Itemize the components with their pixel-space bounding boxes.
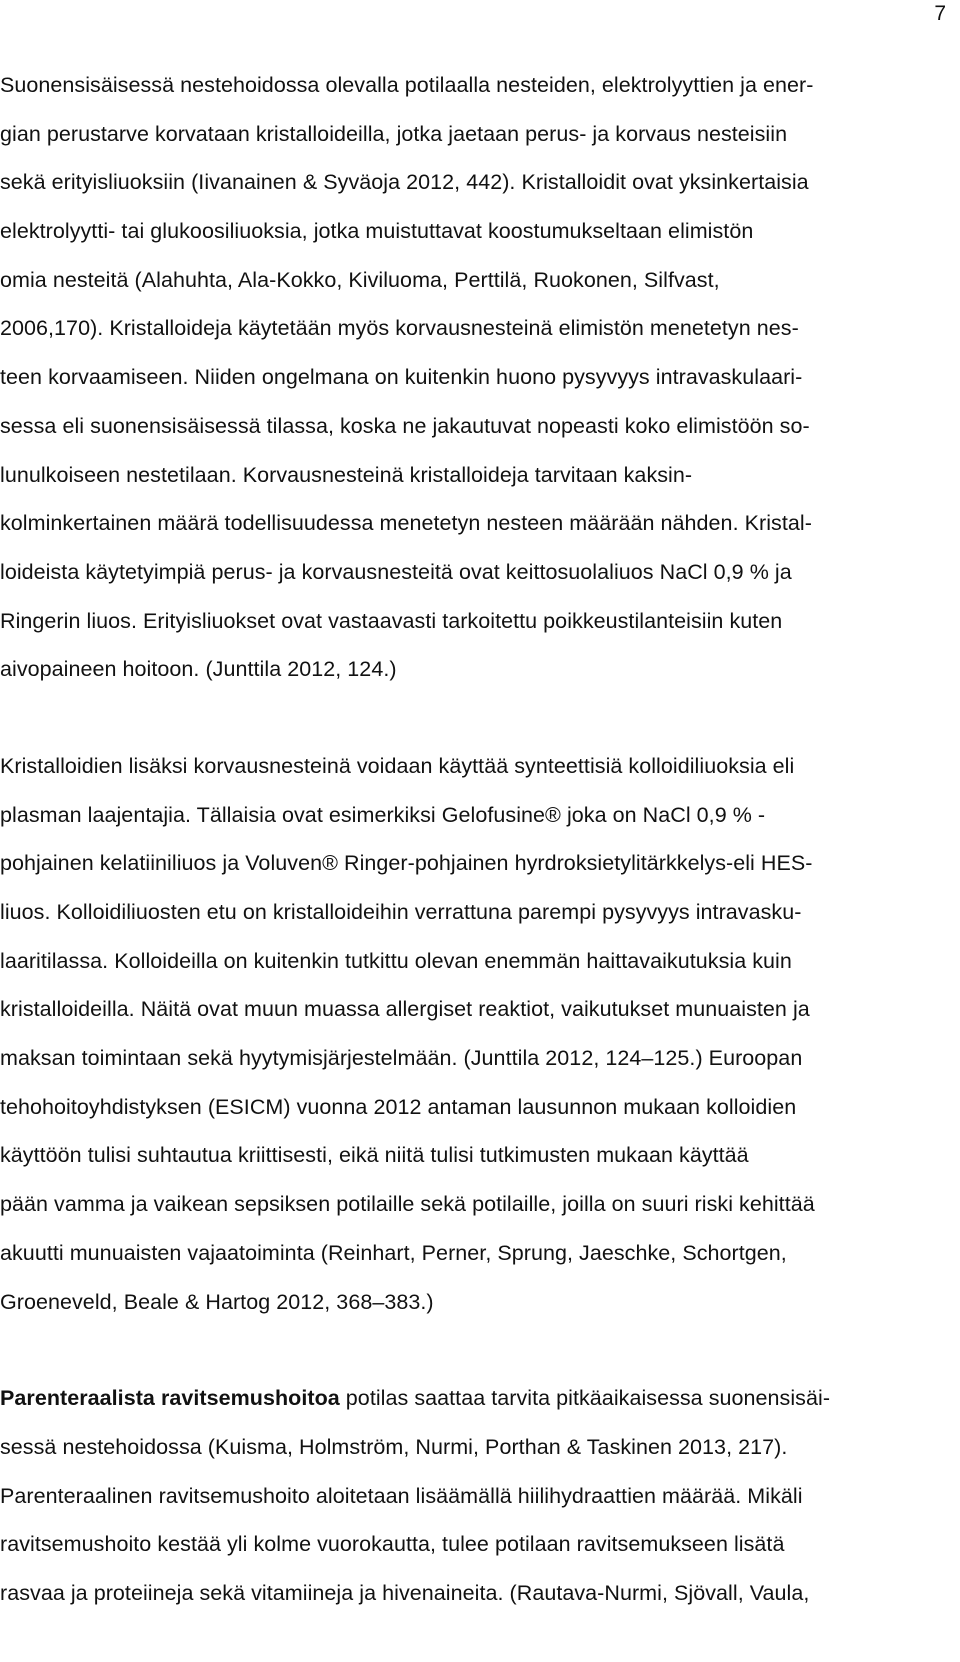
text-line: pohjainen kelatiiniliuos ja Voluven® Ringer-pohjainen hyrdroksietylitärkkelys-eli HES- <box>0 851 813 876</box>
text-line: kolminkertainen määrä todellisuudessa menetetyn nesteen määrään nähden. Kristal- <box>0 511 812 536</box>
text-line: lunulkoiseen nestetilaan. Korvausnesteinä kristalloideja tarvitaan kaksin- <box>0 462 693 487</box>
text-line: tehohoitoyhdistyksen (ESICM) vuonna 2012 antaman lausunnon mukaan kolloidien <box>0 1094 797 1119</box>
text-line: gian perustarve korvataan kristalloideilla, jotka jaetaan perus- ja korvaus nesteisiin <box>0 121 788 146</box>
text-line: Parenteraalinen ravitsemushoito aloitetaan lisäämällä hiilihydraattien määrää. Mikäli <box>0 1483 803 1508</box>
text-line: elektrolyytti- tai glukoosiliuoksia, jotka muistuttavat koostumukseltaan elimistön <box>0 219 754 244</box>
paragraph-crystalloids <box>0 61 950 694</box>
text-line: aivopaineen hoitoon. (Junttila 2012, 124.) <box>0 657 397 682</box>
text-line: rasvaa ja proteiineja sekä vitamiineja ja hivenaineita. (Rautava-Nurmi, Sjövall, Vaula, <box>0 1580 810 1605</box>
text-line: kristalloideilla. Näitä ovat muun muassa allergiset reaktiot, vaikutukset munuaisten ja <box>0 997 810 1022</box>
text-line: teen korvaamiseen. Niiden ongelmana on kuitenkin huono pysyvyys intravaskulaari- <box>0 365 803 390</box>
document-body <box>0 61 950 1618</box>
text-line: plasman laajentajia. Tällaisia ovat esimerkiksi Gelofusine® joka on NaCl 0,9 % - <box>0 802 766 827</box>
text-line: Groeneveld, Beale & Hartog 2012, 368–383.) <box>0 1289 434 1314</box>
paragraph-parenteral-nutrition <box>0 1374 950 1617</box>
text-line: omia nesteitä (Alahuhta, Ala-Kokko, Kiviluoma, Perttilä, Ruokonen, Silfvast, <box>0 267 720 292</box>
text-line: pään vamma ja vaikean sepsiksen potilaille sekä potilaille, joilla on suuri riski kehittää <box>0 1192 815 1217</box>
text-line: 2006,170). Kristalloideja käytetään myös korvausnesteinä elimistön menetetyn nes- <box>0 316 799 341</box>
text-line: Kristalloidien lisäksi korvausnesteinä voidaan käyttää synteettisiä kolloidiliuoksia eli <box>0 753 795 778</box>
text-line: maksan toimintaan sekä hyytymisjärjestelmään. (Junttila 2012, 124–125.) Euroopan <box>0 1046 803 1071</box>
text-line: Ringerin liuos. Erityisliuokset ovat vastaavasti tarkoitettu poikkeustilanteisiin kuten <box>0 608 783 633</box>
text-line: laaritilassa. Kolloideilla on kuitenkin tutkittu olevan enemmän haittavaikutuksia kuin <box>0 948 792 973</box>
text-line: loideista käytetyimpiä perus- ja korvausnesteitä ovat keittosuolaliuos NaCl 0,9 % ja <box>0 559 792 584</box>
text-line <box>0 1374 950 1423</box>
text-line: sessä nestehoidossa (Kuisma, Holmström, Nurmi, Porthan & Taskinen 2013, 217). <box>0 1434 788 1459</box>
text-line: akuutti munuaisten vajaatoiminta (Reinhart, Perner, Sprung, Jaeschke, Schortgen, <box>0 1240 787 1265</box>
text-line: käyttöön tulisi suhtautua kriittisesti, eikä niitä tulisi tutkimusten mukaan käyttää <box>0 1143 749 1168</box>
paragraph-spacer <box>0 1326 950 1374</box>
paragraph-spacer <box>0 694 950 742</box>
text-line: ravitsemushoito kestää yli kolme vuorokautta, tulee potilaan ravitsemukseen lisätä <box>0 1532 785 1557</box>
bold-term: Parenteraalista ravitsemushoitoa <box>0 1386 340 1411</box>
paragraph-colloids <box>0 742 950 1326</box>
text-line: sessa eli suonensisäisessä tilassa, koska ne jakautuvat nopeasti koko elimistöön so- <box>0 413 810 438</box>
text-run: potilas saattaa tarvita pitkäaikaisessa suonensisäi- <box>339 1386 831 1411</box>
text-line: Suonensisäisessä nestehoidossa olevalla potilaalla nesteiden, elektrolyyttien ja ener- <box>0 73 814 97</box>
page-number: 7 <box>934 2 946 25</box>
text-line: liuos. Kolloidiliuosten etu on kristalloideihin verrattuna parempi pysyvyys intravasku- <box>0 900 802 924</box>
text-line: sekä erityisliuoksiin (Iivanainen & Syväoja 2012, 442). Kristalloidit ovat yksinkertaisia <box>0 170 809 195</box>
